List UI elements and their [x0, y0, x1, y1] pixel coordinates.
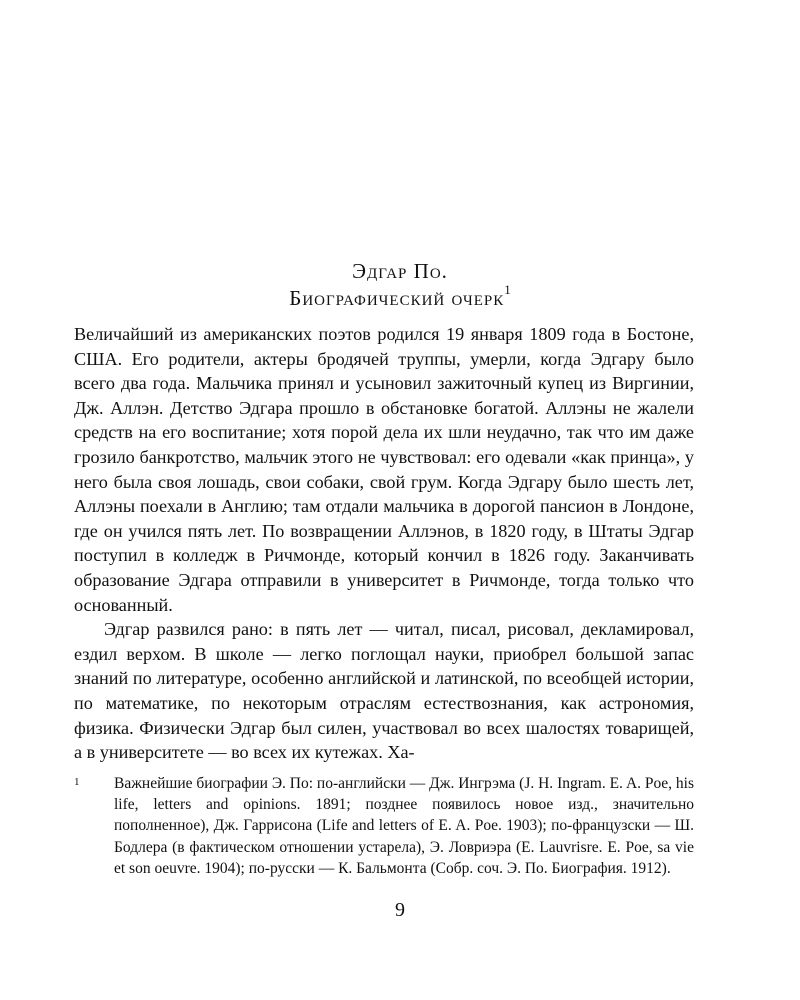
chapter-title-text: Эдгар По.: [352, 259, 448, 283]
footnote-reference: 1: [504, 282, 511, 297]
paragraph-1: Величайший из американских поэтов родился 19 января 1809 года в Бостоне, США. Его родители, актеры бродячей труппы, умерли, когда Эдгару было всего два года. Мальчика принял и усыновил зажиточный купец из Виргинии, Дж. Аллэн. Детство Эдгара прошло в обстановке богатой. Аллэны не жалели средств на его воспитание; хотя порой дела их шли неудачно, так что им даже грозило банкротство, мальчик этого не чувствовал: его одевали «как принца», у него была своя лошадь, свои собаки, свой грум. Когда Эдгару было шесть лет, Аллэны поехали в Англию; там отдали мальчика в дорогой пансион в Лондоне, где он учился пять лет. По возвращении Аллэнов, в 1820 году, в Штаты Эдгар поступил в колледж в Ричмонде, который кончил в 1826 году. Заканчивать образование Эдгара отправили в университет в Ричмонде, тогда только что основанный.: [74, 324, 694, 615]
page-number: 9: [395, 899, 405, 921]
paragraph-2: Эдгар развился рано: в пять лет — читал, писал, рисовал, декламировал, ездил верхом. В школе — легко поглощал науки, приобрел большой запас знаний по литературе, особенно английской и латинской, по всеобщей истории, по математике, по некоторым отраслям естествознания, как астрономия, физика. Физически Эдгар был силен, участвовал во всех шалостях товарищей, а в университете — во всех их кутежах. Ха-: [74, 619, 694, 763]
footnote-text: Важнейшие биографии Э. По: по-английски — Дж. Ингрэма (J. H. Ingram. E. A. Poe, his life, letters and opinions. 1891; позднее появилось новое изд., значительно пополненное), Дж. Гаррисона (Life and letters of E. A. Poe. 1903); по-французски — Ш. Бодлера (в фактическом отношении устарела), Э. Ловриэра (E. Lauvrisre. E. Poe, sa vie et son oeuvre. 1904); по-русски — К. Бальмонта (Собр. соч. Э. По. Биография. 1912).: [114, 775, 694, 877]
main-text: [74, 322, 694, 765]
chapter-subtitle-text: Биографический очерк: [289, 286, 505, 310]
footnote: [74, 773, 694, 879]
footnote-mark: 1: [74, 776, 80, 788]
chapter-title: [0, 258, 800, 285]
chapter-subtitle: [0, 282, 800, 312]
